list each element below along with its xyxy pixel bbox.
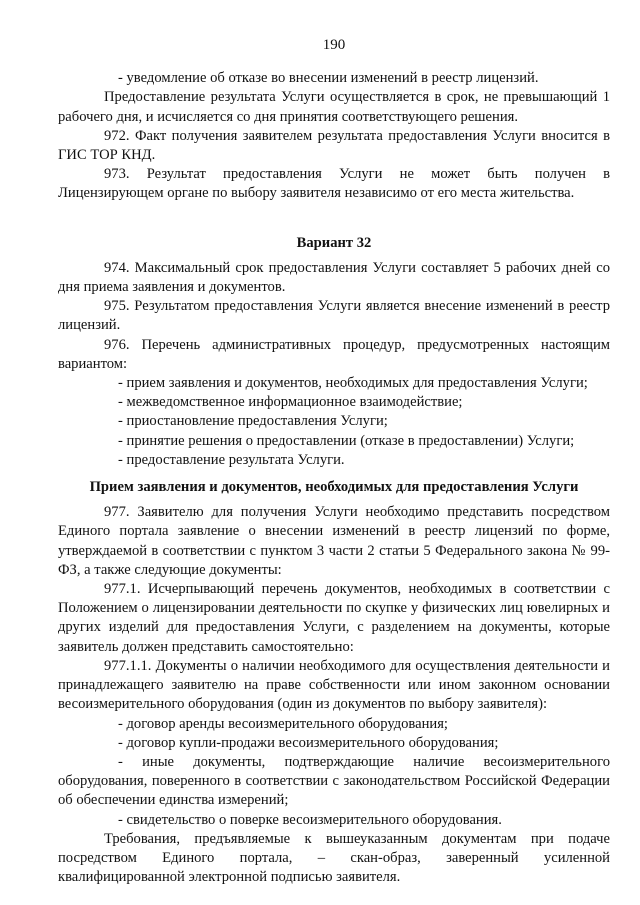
paragraph-973: 973. Результат предоставления Услуги не может быть получен в Лицензирующем органе по выбору заявителя независимо от его места жительства. [58, 166, 610, 202]
paragraph-974: 974. Максимальный срок предоставления Услуги составляет 5 рабочих дней со дня приема заявления и документов. [58, 259, 610, 296]
section-heading: Прием заявления и документов, необходимых для предоставления Услуги [89, 479, 579, 496]
paragraph-977: 977. Заявителю для получения Услуги необходимо представить посредством Единого портала заявление о внесении изменений в реестр лицензий по форме, утверждаемой в соответствии с пунктом 3 части 2 статьи 5 Федерального закона № 99-ФЗ, а также следующие документы: [58, 504, 610, 578]
document-item: - иные документы, подтверждающие наличие весоизмерительного оборудования, поверенного в соответствии с законодательством Российской Федерации об обеспечении единства измерений; [58, 753, 610, 809]
paragraph-result-term: Предоставление результата Услуги осуществляется в срок, не превышающий 1 рабочего дня, и исчисляется со дня принятия соответствующего решения. [58, 89, 610, 125]
spacer [58, 204, 610, 224]
document-item: - договор аренды весоизмерительного оборудования; [118, 715, 448, 732]
paragraph-972: 972. Факт получения заявителем результата предоставления Услуги вносится в ГИС ТОР КНД. [58, 127, 610, 164]
paragraph-977-1-1: 977.1.1. Документы о наличии необходимого для осуществления деятельности и принадлежащего заявителю на праве собственности или ином законном основании весоизмерительного оборудования (один из документов по выбору заявителя): [58, 657, 610, 713]
procedure-item: - межведомственное информационное взаимодействие; [118, 394, 463, 411]
paragraph-975: 975. Результатом предоставления Услуги является внесение изменений в реестр лицензий. [58, 298, 610, 334]
variant-heading: Вариант 32 [296, 234, 372, 251]
document-item: - свидетельство о поверке весоизмерительного оборудования. [118, 811, 502, 828]
procedure-item: - принятие решения о предоставлении (отказе в предоставлении) Услуги; [118, 432, 575, 449]
procedure-item: - предоставление результата Услуги. [118, 451, 345, 468]
procedure-item: - прием заявления и документов, необходимых для предоставления Услуги; [118, 375, 588, 392]
paragraph-976: 976. Перечень административных процедур, предусмотренных настоящим вариантом: [58, 336, 610, 372]
document-item: - договор купли-продажи весоизмерительного оборудования; [118, 734, 499, 751]
bullet-refusal-notice: - уведомление об отказе во внесении изменений в реестр лицензий. [118, 70, 539, 87]
page-number: 190 [322, 37, 346, 53]
paragraph-977-1: 977.1. Исчерпывающий перечень документов, необходимых в соответствии с Положением о лицензировании деятельности по скупке у физических лиц ювелирных и других изделий для предоставления Услуги, с разделением на документы, которые заявитель должен представить самостоятельно: [58, 581, 610, 655]
paragraph-requirements: Требования, предъявляемые к вышеуказанным документам при подаче посредством Единого портала, – скан-образ, заверенный усиленной квалифицированной электронной подписью заявителя. [58, 830, 610, 886]
procedure-item: - приостановление предоставления Услуги; [118, 413, 388, 430]
